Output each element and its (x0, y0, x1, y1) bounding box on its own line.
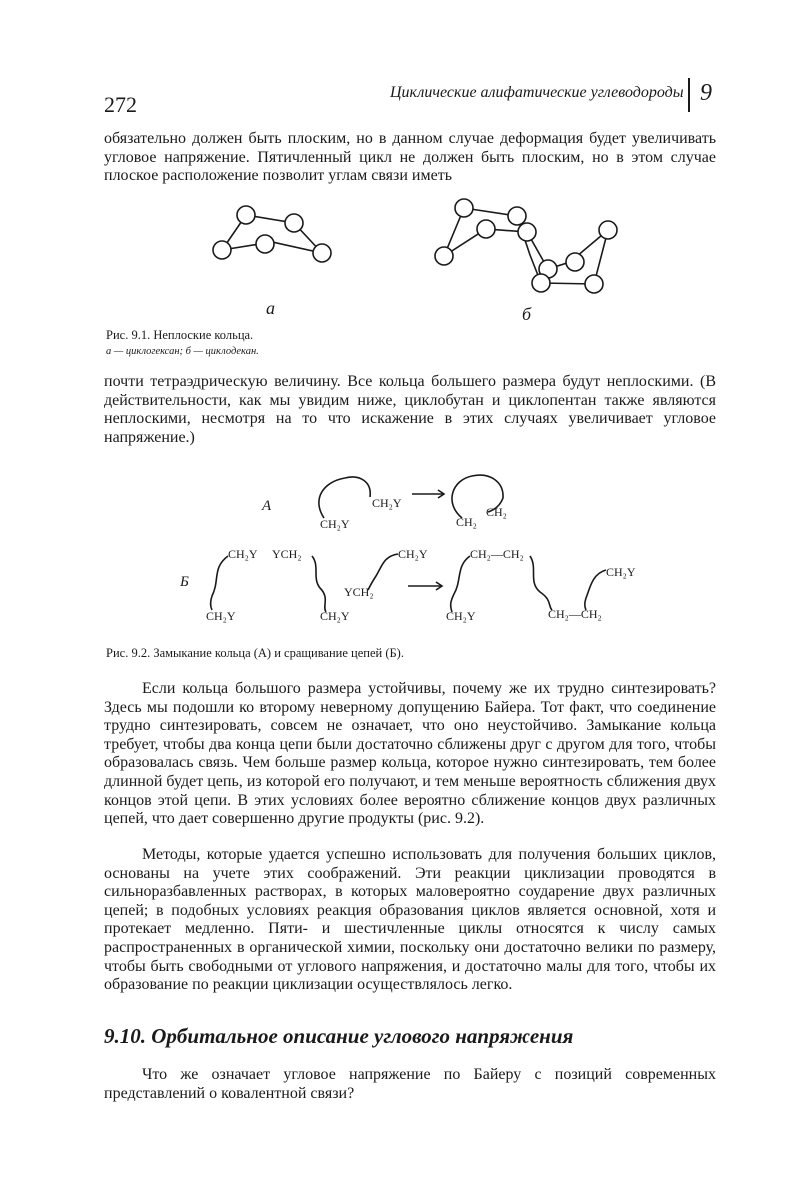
chain-B-2 (312, 556, 326, 612)
A-ch2y-top: CH₂Y (372, 496, 402, 510)
figure-9-1 (0, 190, 793, 320)
B-product-ch2ch2-bottom: CH₂—CH₂ (548, 607, 602, 621)
atom (455, 199, 473, 217)
page-number: 272 (104, 92, 137, 117)
B-ych2-1: YCH₂ (272, 547, 302, 561)
B-ch2y-3: CH₂Y (320, 609, 350, 623)
atom (213, 241, 231, 259)
B-product-ch2ch2-top: CH₂—CH₂ (470, 547, 524, 561)
figure-9-2-caption: Рис. 9.2. Замыкание кольца (А) и сращивание цепей (Б). (106, 646, 404, 660)
paragraph-1: обязательно должен быть плоским, но в данном случае деформация будет увеличивать угловое напряжение. Пятичленный цикл не должен быть плоским, но в этом случае плоское расположение позволит углам связи иметь (104, 130, 716, 185)
chapter-number: 9 (700, 80, 712, 106)
label-B: Б (180, 574, 189, 590)
figure-9-1-caption: Рис. 9.1. Неплоские кольца. (106, 328, 254, 342)
product-B-3 (585, 570, 606, 610)
product-B-1 (451, 556, 470, 612)
atom (256, 235, 274, 253)
A-ch2-right: CH₂ (486, 505, 507, 519)
atom (508, 207, 526, 225)
chain-B-1 (211, 556, 229, 610)
paragraph-4: Методы, которые удается успешно использовать для получения больших циклов, основаны на учете этих соображений. Эти реакции циклизации проводятся в сильноразбавленных растворах, в которых маловероятно соударение двух различных цепей; в подобных условиях реакция образования циклов является основной, хотя и протекает медленно. Пяти- и шестичленные циклы относятся к числу самых распространенных в органической химии, поскольку они достаточно велики по размеру, чтобы быть свободными от углового напряжения, и достаточно малы для того, чтобы их образование по реакции циклизации осуществлялось легко. (104, 846, 716, 994)
atom (313, 244, 331, 262)
atom (477, 220, 495, 238)
atom (585, 275, 603, 293)
atom (285, 214, 303, 232)
B-ch2y-2: CH₂Y (206, 609, 236, 623)
figure-label-a: а (266, 298, 275, 318)
chain-A-open (319, 477, 370, 518)
B-ch2y-4: CH₂Y (398, 547, 428, 561)
atom (237, 206, 255, 224)
figure-9-1-subcaption: а — циклогексан; б — циклодекан. (106, 346, 259, 357)
B-ch2y-1: CH₂Y (228, 547, 258, 561)
cyclodecane-ring (435, 199, 617, 293)
cyclohexane-ring (213, 206, 331, 262)
A-ch2y-bottom: CH₂Y (320, 517, 350, 531)
atom (566, 253, 584, 271)
B-product-ch2y-left: CH₂Y (446, 609, 476, 623)
paragraph-5: Что же означает угловое напряжение по Байеру с позиций современных представлений о ковалентной связи? (104, 1066, 716, 1102)
paragraph-2: почти тетраэдрическую величину. Все кольца большего размера будут неплоскими. (В действительности, как мы увидим ниже, циклобутан и циклопентан также являются неплоскими, несмотря на то что искажение в этих случаях увеличивает угловое напряжение.) (104, 373, 716, 446)
figure-9-2 (0, 460, 793, 630)
atom (532, 274, 550, 292)
B-ych2-2: YCH₂ (344, 585, 374, 599)
paragraph-3: Если кольца большого размера устойчивы, почему же их трудно синтезировать? Здесь мы подошли ко второму неверному допущению Байера. Тот факт, что соединение трудно синтезировать, совсем не означает, что оно неустойчиво. Замыкание кольца требует, чтобы два конца цепи были достаточно сближены друг с другом для того, чтобы образовалась связь. Чем больше размер кольца, которое нужно синтезировать, тем более длинной будет цепь, из которой его получают, и тем меньше вероятность сближения двух концов этой цепи. В этих условиях более вероятно сближение концов двух различных цепей, что дает совершенно другие продукты (рис. 9.2). (104, 680, 716, 828)
header-divider (688, 78, 690, 112)
product-B-2 (530, 556, 552, 610)
running-title: Циклические алифатические углеводороды (390, 84, 684, 101)
A-ch2-left: CH₂ (456, 515, 477, 529)
atom (435, 247, 453, 265)
atom (518, 223, 536, 241)
B-product-ch2y-right: CH₂Y (606, 565, 636, 579)
label-A: А (262, 498, 272, 514)
section-title: 9.10. Орбитальное описание углового напряжения (104, 1024, 574, 1048)
figure-label-b: б (522, 304, 532, 324)
atom (599, 221, 617, 239)
